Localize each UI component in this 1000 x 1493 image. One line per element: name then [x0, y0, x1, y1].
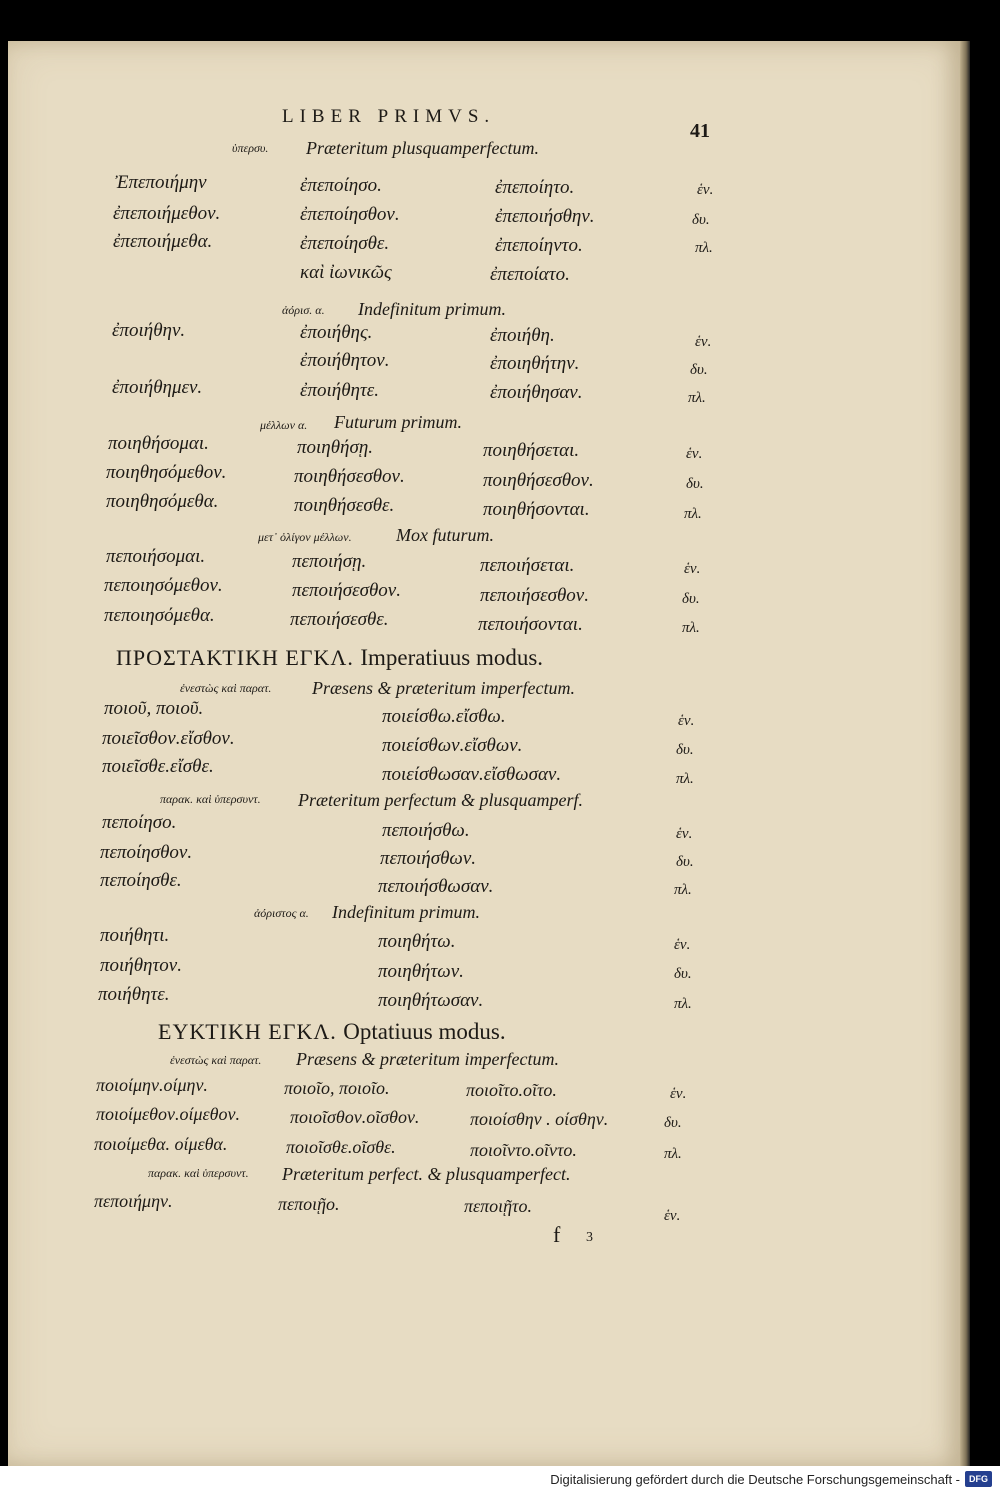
number-marker: ἑν. [676, 826, 693, 842]
section-label-greek: ἀόριστος α. [254, 906, 309, 920]
form-cell: πεποιήσθωσαν. [378, 876, 494, 897]
form-cell: ποιείσθω.εἴσθω. [382, 706, 506, 727]
form-cell: ποιήθητε. [98, 984, 170, 1005]
section-label: Futurum primum. [334, 412, 463, 432]
number-marker: δυ. [676, 854, 694, 870]
form-cell: ἐποιηθήτην. [490, 353, 580, 374]
mood-heading-greek: ΕΥΚΤΙΚΗ ΕΓΚΛ. [158, 1019, 337, 1044]
number-marker: δυ. [692, 212, 710, 228]
section-label: Præteritum perfectum & plusquamperf. [298, 790, 583, 810]
running-head: LIBER PRIMVS. [282, 106, 496, 127]
form-cell: ἐποιήθητε. [300, 380, 380, 401]
form-cell: ποιεῖσθον.εἴσθον. [102, 728, 235, 749]
form-cell: πεποιήσονται. [478, 614, 583, 635]
form-cell: ἐπεποίητο. [495, 177, 575, 198]
number-marker: ἑν. [684, 561, 701, 577]
form-cell: ποιηθήσεσθον. [483, 470, 594, 491]
form-cell: πεποιῇο. [278, 1194, 340, 1214]
form-cell: ποιηθήσεται. [483, 440, 580, 461]
form-cell: ποιοῖσθε.οῖσθε. [286, 1137, 396, 1157]
mood-heading-latin: Imperatiuus modus. [360, 645, 544, 670]
number-marker: ἑν. [674, 937, 691, 953]
form-cell: ποιηθήσεσθον. [294, 466, 405, 487]
form-cell: ἐπεποιήσθην. [495, 206, 595, 227]
form-cell: ποιοῖο, ποιοῖο. [284, 1078, 390, 1098]
form-cell: ποιηθήσεσθε. [294, 495, 395, 516]
form-cell: ποιοίμην.οίμην. [96, 1075, 208, 1095]
form-cell: πεποιησόμεθον. [104, 575, 223, 596]
mood-heading-latin: Optatiuus modus. [343, 1019, 506, 1044]
section-label: Præteritum plusquamperfectum. [306, 138, 539, 158]
number-marker: δυ. [686, 476, 704, 492]
signature-number: 3 [586, 1230, 593, 1245]
form-cell: πεποιήμην. [94, 1191, 173, 1211]
footer-credit: Digitalisierung gefördert durch die Deutsche Forschungsgemeinschaft - [550, 1472, 960, 1487]
form-cell: ἐποιήθησαν. [490, 382, 583, 403]
form-cell: πεποιήσεσθον. [480, 585, 589, 606]
number-marker: πλ. [674, 882, 692, 898]
form-cell: πεποιήσομαι. [106, 546, 206, 567]
number-marker: πλ. [682, 620, 700, 636]
section-label-greek: παρακ. καὶ ὑπερσυντ. [160, 792, 261, 806]
form-cell: ἐποιήθης. [300, 322, 373, 343]
page-edge [960, 41, 970, 1466]
mood-heading [158, 1019, 506, 1045]
form-cell: ποιήθητον. [100, 955, 182, 976]
form-cell: πεποίησθε. [100, 870, 182, 891]
form-cell: ποιηθησόμεθον. [106, 462, 227, 483]
form-cell: ποιεῖσθε.εἴσθε. [102, 756, 214, 777]
form-cell: ποιηθήτωσαν. [378, 990, 484, 1011]
mood-heading [116, 645, 543, 671]
form-cell: πεποίησθον. [100, 842, 193, 863]
form-cell: πεποιήσθω. [382, 820, 470, 841]
section-label: Indefinitum primum. [358, 299, 506, 319]
section-label-greek: ἐνεστὼς καὶ παρατ. [180, 681, 272, 695]
section-label-greek: παρακ. καὶ ὑπερσυντ. [148, 1166, 249, 1180]
form-cell: πεποιήσεσθον. [292, 580, 401, 601]
form-cell: ποιοῖτο.οῖτο. [466, 1080, 557, 1100]
number-marker: ἑν. [686, 446, 703, 462]
number-marker: ἑν. [695, 334, 712, 350]
number-marker: ἑν. [670, 1086, 687, 1102]
form-cell: πεποιήσθων. [380, 848, 477, 869]
form-cell: πεποιῇτο. [464, 1196, 533, 1216]
number-marker: πλ. [664, 1146, 682, 1162]
section-label: Præsens & præteritum imperfectum. [296, 1049, 559, 1069]
form-cell: ἐπεποίατο. [490, 264, 570, 285]
number-marker: δυ. [690, 362, 708, 378]
form-cell: ποιηθήσῃ. [297, 437, 374, 458]
number-marker: πλ. [676, 771, 694, 787]
section-label-greek: ὑπερσυ. [232, 141, 269, 155]
form-cell: ποιοῦ, ποιοῦ. [104, 698, 204, 719]
form-cell: Ἐπεποιήμην [115, 172, 207, 193]
form-cell: ἐποιήθην. [112, 320, 186, 341]
form-cell: καὶ ἰωνικῶς [300, 262, 392, 283]
form-cell: ἐπεποιήμεθον. [113, 203, 221, 224]
dfg-logo[interactable]: DFG [965, 1471, 992, 1487]
mood-heading-greek: ΠΡΟΣΤΑΚΤΙΚΗ ΕΓΚΛ. [116, 645, 354, 670]
form-cell: ἐποιήθημεν. [112, 377, 203, 398]
form-cell: πεποιήσεται. [480, 555, 575, 576]
footer-bar [0, 1466, 1000, 1493]
form-cell: πεποίησο. [102, 812, 177, 833]
signature-mark: f [553, 1222, 561, 1247]
section-label-greek: ἐνεστὼς καὶ παρατ. [170, 1053, 262, 1067]
number-marker: πλ. [674, 996, 692, 1012]
form-cell: ἐπεποίησο. [300, 175, 382, 196]
form-cell: ποιηθησόμεθα. [106, 491, 219, 512]
number-marker: δυ. [682, 591, 700, 607]
form-cell: ἐπεποίηντο. [495, 235, 583, 256]
form-cell: ποιοίμεθα. οίμεθα. [94, 1134, 228, 1154]
form-cell: ποιείσθωσαν.εἴσθωσαν. [382, 764, 562, 785]
form-cell: ἐπεποίησθον. [300, 204, 400, 225]
section-label-greek: μετ᾽ ὀλίγον μέλλων. [258, 530, 352, 544]
form-cell: ποιοῖντο.οῖντο. [470, 1140, 577, 1160]
form-cell: ποιοίσθην . οίσθην. [470, 1109, 609, 1129]
form-cell: ποιήθητι. [100, 925, 170, 946]
section-label: Mox futurum. [396, 525, 494, 545]
form-cell: ποιηθήτω. [378, 931, 456, 952]
form-cell: ποιηθήτων. [378, 961, 464, 982]
number-marker: πλ. [684, 506, 702, 522]
section-label: Præsens & præteritum imperfectum. [312, 678, 575, 698]
form-cell: ποιηθήσομαι. [108, 433, 209, 454]
number-marker: δυ. [674, 966, 692, 982]
form-cell: ποιοῖσθον.οῖσθον. [290, 1107, 420, 1127]
form-cell: ἐπεποίησθε. [300, 233, 390, 254]
number-marker: πλ. [688, 390, 706, 406]
form-cell: ποιοίμεθον.οίμεθον. [96, 1104, 240, 1124]
number-marker: ἑν. [697, 182, 714, 198]
form-cell: πεποιήσεσθε. [290, 609, 389, 630]
number-marker: δυ. [676, 742, 694, 758]
form-cell: ποιηθήσονται. [483, 499, 590, 520]
section-label-greek: ἀόρισ. α. [282, 303, 325, 317]
number-marker: πλ. [695, 240, 713, 256]
page-number: 41 [690, 120, 710, 142]
form-cell: πεποιησόμεθα. [104, 605, 215, 626]
form-cell: ἐποιήθη. [490, 325, 555, 346]
form-cell: ἐποιήθητον. [300, 350, 390, 371]
number-marker: ἑν. [664, 1208, 681, 1224]
section-label: Præteritum perfect. & plusquamperfect. [282, 1164, 571, 1184]
number-marker: ἑν. [678, 713, 695, 729]
form-cell: ποιείσθων.εἴσθων. [382, 735, 523, 756]
form-cell: πεποιήσῃ. [292, 551, 367, 572]
section-label-greek: μέλλων α. [260, 418, 308, 432]
form-cell: ἐπεποιήμεθα. [113, 231, 213, 252]
number-marker: δυ. [664, 1115, 682, 1131]
section-label: Indefinitum primum. [332, 902, 480, 922]
